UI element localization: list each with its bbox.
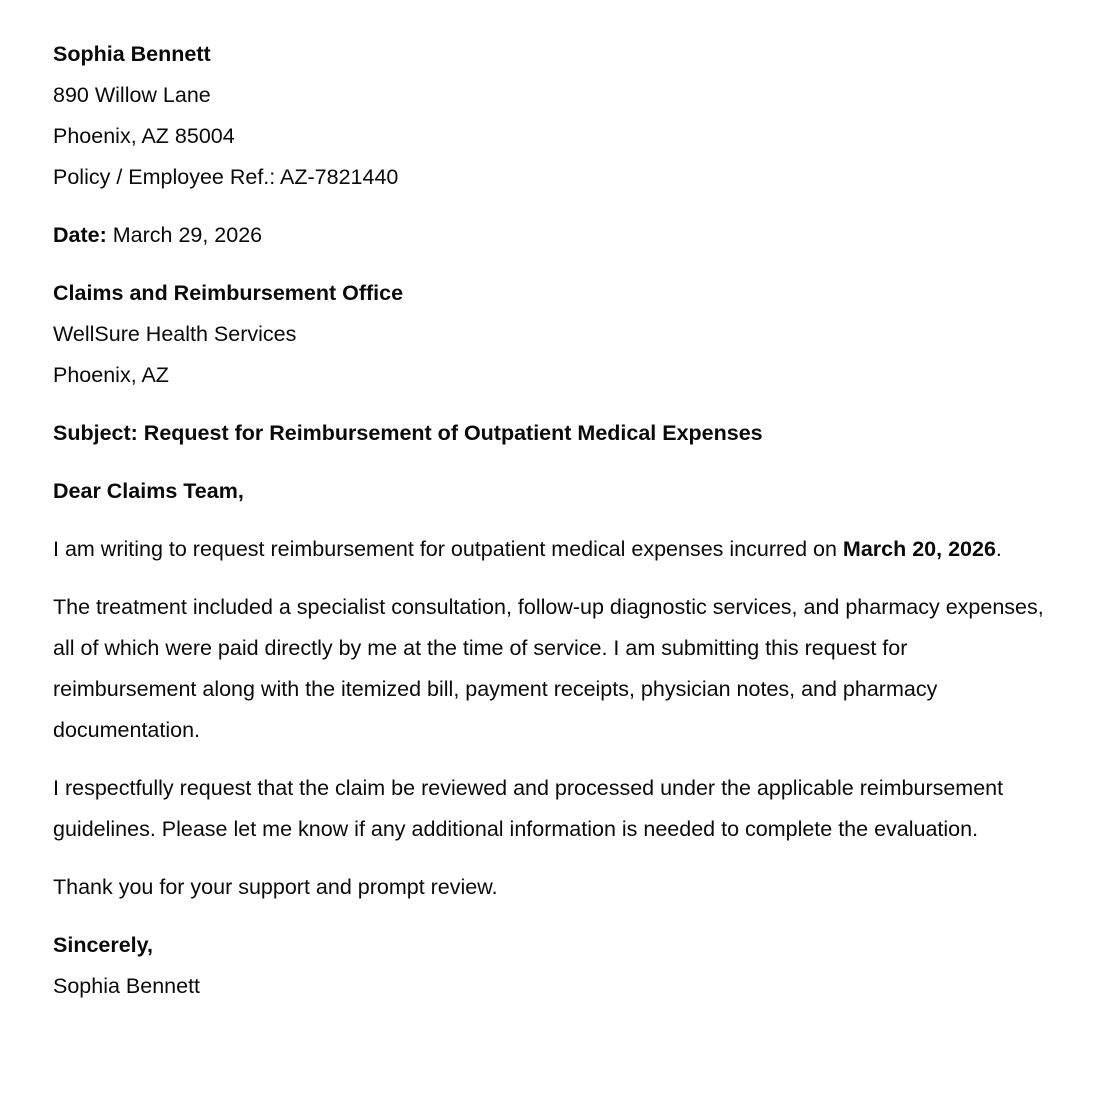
body-paragraph-3: I respectfully request that the claim be reviewed and processed under the applicable reimbursement guidelines. Please let me know if any additional information is needed to complete the evaluation.: [53, 776, 1004, 841]
body-paragraph-4: Thank you for your support and prompt review.: [53, 875, 498, 899]
sender-name: Sophia Bennett: [53, 42, 211, 66]
letter-body: [53, 34, 1050, 1007]
paragraph-1-text-after: .: [995, 537, 1002, 561]
body-paragraph-1: [53, 529, 1050, 570]
recipient-location: Phoenix, AZ: [53, 363, 169, 387]
subject-line: Subject: Request for Reimbursement of Outpatient Medical Expenses: [53, 421, 763, 445]
date-block: [53, 215, 1050, 256]
signature-name: Sophia Bennett: [53, 974, 201, 998]
date-label: Date:: [53, 223, 107, 247]
date-value: March 29, 2026: [106, 223, 263, 247]
sender-street: 890 Willow Lane: [53, 83, 211, 107]
service-date: March 20, 2026: [842, 537, 996, 561]
closing-block: [53, 925, 1050, 1007]
date-line: [53, 215, 1050, 256]
body-paragraph-2: The treatment included a specialist consultation, follow-up diagnostic services, and pharmacy expenses, all of which were paid directly by me at the time of service. I am submitting this request for reimbursement along with the itemized bill, payment receipts, physician notes, and pharmacy documentation.: [53, 595, 1044, 742]
sender-city-state-zip: Phoenix, AZ 85004: [53, 124, 235, 148]
recipient-company: WellSure Health Services: [53, 322, 297, 346]
sender-policy-reference: Policy / Employee Ref.: AZ-7821440: [53, 165, 399, 189]
sender-address-block: [53, 34, 1050, 198]
salutation: Dear Claims Team,: [53, 479, 244, 503]
paragraph-1-text-before: I am writing to request reimbursement for outpatient medical expenses incurred on: [53, 537, 843, 561]
recipient-address-block: [53, 273, 1050, 396]
recipient-office: Claims and Reimbursement Office: [53, 281, 404, 305]
closing-word: Sincerely,: [53, 933, 153, 957]
